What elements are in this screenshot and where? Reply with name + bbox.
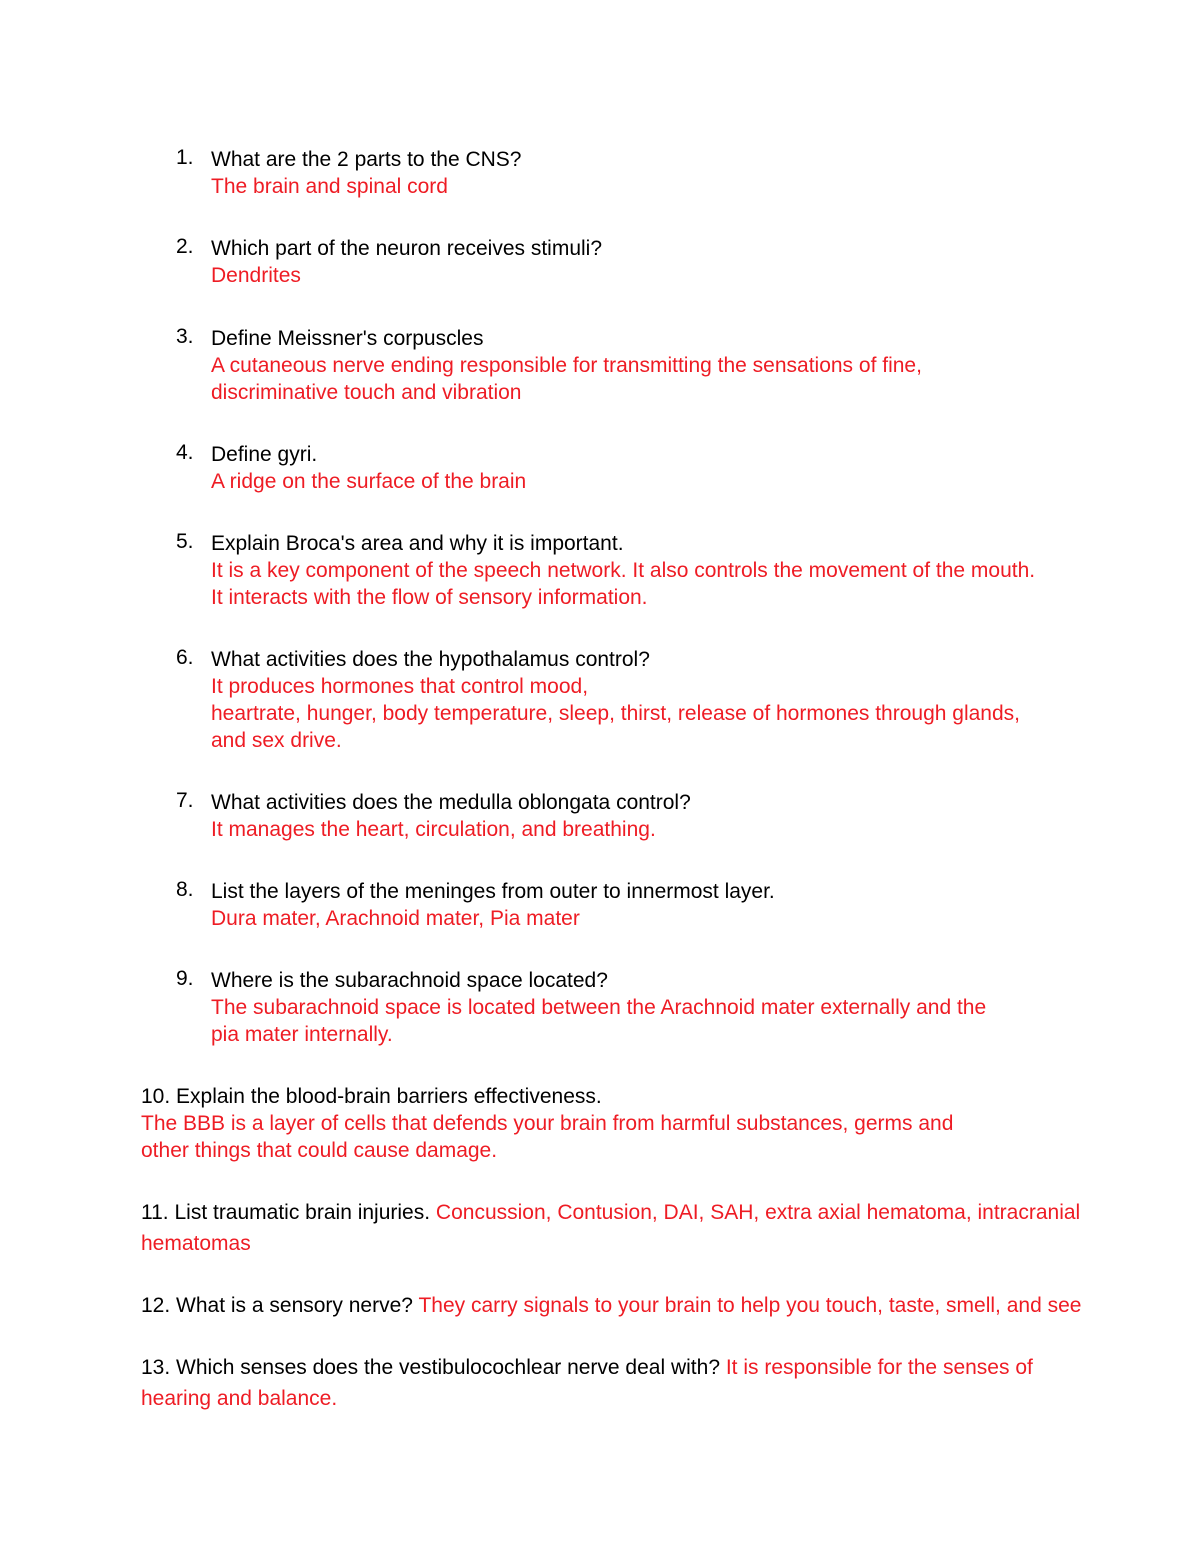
- question-text: What are the 2 parts to the CNS?: [211, 148, 522, 171]
- question-item: [176, 878, 1186, 932]
- answer-text: It is responsible for the senses of: [725, 1356, 1033, 1379]
- question-text: 12. What is a sensory nerve?: [141, 1294, 413, 1317]
- answer-text: The subarachnoid space is located between the Arachnoid mater externally and the: [211, 996, 987, 1019]
- question-text: 13. Which senses does the vestibulocochlear nerve deal with?: [141, 1356, 720, 1379]
- question-item: [176, 530, 1186, 611]
- question-item: [141, 1290, 1199, 1321]
- question-text: 11. List traumatic brain injuries.: [141, 1201, 431, 1224]
- question-item: [141, 1083, 1199, 1164]
- question-item: [141, 1352, 1199, 1414]
- answer-text: It produces hormones that control mood,: [211, 675, 589, 698]
- question-number: 5.: [176, 530, 194, 553]
- question-item: [176, 325, 1186, 406]
- question-item: [176, 646, 1186, 754]
- question-item: [141, 1197, 1199, 1259]
- question-number: 2.: [176, 235, 194, 258]
- answer-text: They carry signals to your brain to help you touch, taste, smell, and see: [418, 1294, 1082, 1317]
- answer-text: It is a key component of the speech network. It also controls the movement of the mouth.: [211, 559, 1036, 582]
- answer-text: other things that could cause damage.: [141, 1139, 498, 1162]
- question-number: 7.: [176, 789, 194, 812]
- question-number: 1.: [176, 146, 194, 169]
- question-text: 10. Explain the blood-brain barriers effectiveness.: [141, 1085, 602, 1108]
- answer-text: The brain and spinal cord: [211, 175, 448, 198]
- question-item: [176, 235, 1186, 289]
- question-text: List the layers of the meninges from outer to innermost layer.: [211, 880, 775, 903]
- question-number: 8.: [176, 878, 194, 901]
- answer-text: Dura mater, Arachnoid mater, Pia mater: [211, 907, 580, 930]
- answer-text: pia mater internally.: [211, 1023, 393, 1046]
- answer-text: A cutaneous nerve ending responsible for transmitting the sensations of fine,: [211, 354, 922, 377]
- question-text: Define gyri.: [211, 443, 318, 466]
- question-item: [176, 441, 1186, 495]
- question-number: 6.: [176, 646, 194, 669]
- question-text: What activities does the medulla oblongata control?: [211, 791, 691, 814]
- question-text: Which part of the neuron receives stimuli?: [211, 237, 603, 260]
- question-item: [176, 789, 1186, 843]
- answer-text: The BBB is a layer of cells that defends your brain from harmful substances, germs and: [141, 1112, 954, 1135]
- answer-text: A ridge on the surface of the brain: [211, 470, 527, 493]
- answer-text: It manages the heart, circulation, and breathing.: [211, 818, 656, 841]
- answer-text: It interacts with the flow of sensory information.: [211, 586, 648, 609]
- question-text: What activities does the hypothalamus control?: [211, 648, 650, 671]
- question-text: Define Meissner's corpuscles: [211, 327, 484, 350]
- question-item: [176, 146, 1186, 200]
- question-number: 4.: [176, 441, 194, 464]
- question-text: Explain Broca's area and why it is important.: [211, 532, 624, 555]
- answer-text: hearing and balance.: [141, 1387, 338, 1410]
- answer-text: Concussion, Contusion, DAI, SAH, extra axial hematoma, intracranial: [435, 1201, 1081, 1224]
- answer-text: heartrate, hunger, body temperature, sleep, thirst, release of hormones through glands,: [211, 702, 1020, 725]
- question-text: Where is the subarachnoid space located?: [211, 969, 608, 992]
- answer-text: and sex drive.: [211, 729, 342, 752]
- answer-text: discriminative touch and vibration: [211, 381, 522, 404]
- question-number: 9.: [176, 967, 194, 990]
- answer-text: Dendrites: [211, 264, 301, 287]
- answer-text: hematomas: [141, 1232, 251, 1255]
- question-number: 3.: [176, 325, 194, 348]
- question-item: [176, 967, 1186, 1048]
